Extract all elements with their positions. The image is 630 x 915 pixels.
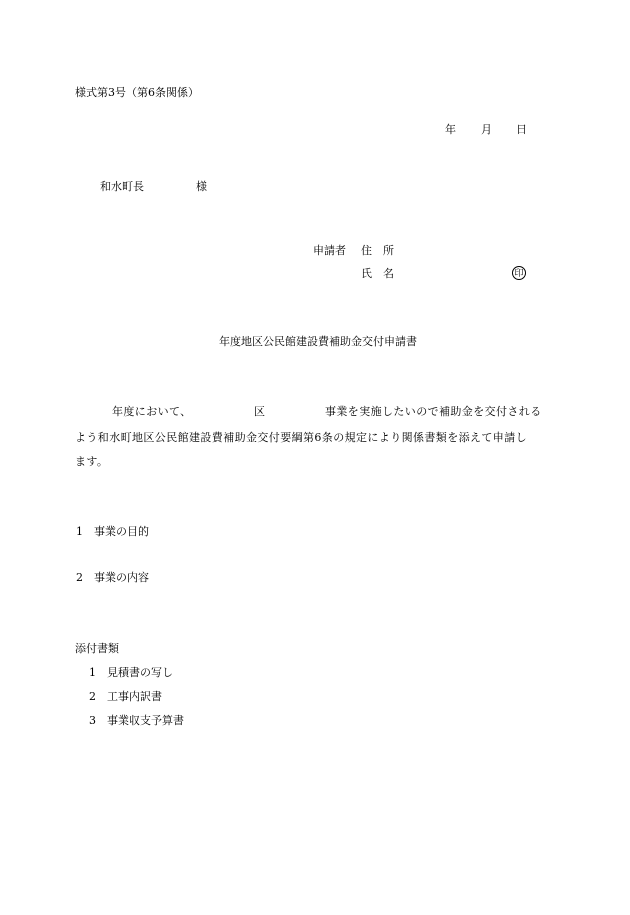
- attachment-1-label: 見積書の写し: [107, 666, 173, 679]
- attachment-3-number: 3: [89, 714, 96, 727]
- applicant-name-label: 氏 名: [361, 267, 394, 280]
- date-month-label: 月: [481, 123, 492, 136]
- body-line-1-part-1: 年度において、: [112, 405, 192, 418]
- body-line-3: ます。: [75, 455, 109, 468]
- item-2-label: 事業の内容: [94, 571, 149, 584]
- body-line-1-part-2: 区: [254, 405, 266, 418]
- attachment-2-number: 2: [89, 690, 96, 703]
- body-line-1-part-3: 事業を実施したいので補助金を交付される: [325, 405, 542, 418]
- form-number: 様式第3号（第6条関係）: [75, 86, 199, 99]
- item-1-label: 事業の目的: [94, 525, 149, 538]
- attachment-2-label: 工事内訳書: [107, 690, 162, 703]
- date-year-label: 年: [445, 123, 456, 136]
- seal-mark: 印: [512, 266, 526, 280]
- addressee-honorific: 様: [196, 180, 207, 193]
- attachment-1-number: 1: [89, 666, 96, 679]
- applicant-role-label: 申請者: [313, 244, 346, 257]
- applicant-address-label: 住 所: [361, 244, 394, 257]
- document-title: 年度地区公民館建設費補助金交付申請書: [219, 335, 417, 348]
- date-day-label: 日: [516, 123, 527, 136]
- item-1-number: 1: [76, 525, 83, 538]
- item-2-number: 2: [76, 571, 83, 584]
- attachments-heading: 添付書類: [75, 642, 119, 655]
- body-line-2: よう和水町地区公民館建設費補助金交付要綱第6条の規定により関係書類を添えて申請し: [75, 431, 527, 444]
- addressee-name: 和水町長: [100, 180, 144, 193]
- attachment-3-label: 事業収支予算書: [107, 714, 184, 727]
